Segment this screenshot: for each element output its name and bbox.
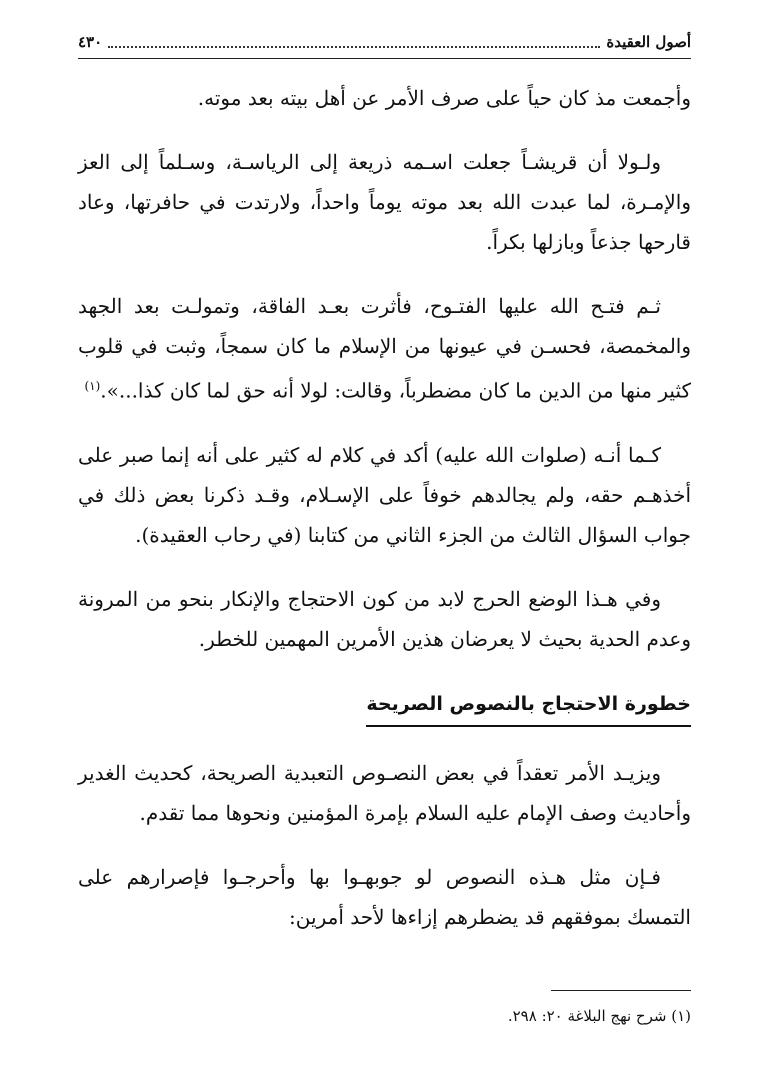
running-header	[78, 30, 691, 59]
paragraph-5: وفي هـذا الوضع الحرج لابد من كون الاحتجاج والإنكار بنحو من المرونة وعدم الحدية بحيث لا يعرضان هذين الأمرين المهمين للخطر.	[78, 586, 691, 651]
section-heading: خطورة الاحتجاج بالنصوص الصريحة	[366, 689, 691, 727]
footnote: (١) شرح نهج البلاغة ٢٠: ٢٩٨.	[507, 1007, 691, 1025]
paragraph-3-text: ثـم فتـح الله عليها الفتـوح، فأثرت بعـد الفاقة، وتمولـت بعد الجهد والمخمصة، فحسـن في عيونها من الإسلام ما كان سمجاً، وثبت في قلوب كثير منها من الدين ما كان مضطرباً، وقالت: لولا أنه حق لما كان كذا...».	[78, 294, 691, 403]
footnote-ref[interactable]: (١)	[84, 379, 101, 393]
header-title: أصول العقيدة	[606, 33, 691, 51]
section-paragraph-2: فـإن مثل هـذه النصوص لو جوبهـوا بها وأحرجـوا فإصرارهم على التمسك بموفقهم قد يضطرهم إزاءها لأحد أمرين:	[78, 864, 691, 929]
paragraph-2: ولـولا أن قريشـاً جعلت اسـمه ذريعة إلى الرياسـة، وسـلماً إلى العز والإمـرة، لما عبدت الله بعد موته يوماً واحداً، ولارتدت في حافرتها، وعاد قارحها جذعاً وبازلها بكراً.	[78, 150, 691, 254]
section-heading-wrap	[78, 683, 691, 753]
page-number: ٤٣٠	[78, 33, 103, 51]
paragraph-4: كـما أنـه (صلوات الله عليه) أكد في كلام له كثير على أنه إنما صبر على أخذهـم حقه، ولم يجالدهم خوفاً على الإسـلام، وقـد ذكرنا بعض ذلك في جواب السؤال الثالث من الجزء الثاني من كتابنا (في رحاب العقيدة).	[78, 442, 692, 547]
paragraph-1: وأجمعت مذ كان حياً على صرف الأمر عن أهل بيته بعد موته.	[197, 86, 691, 110]
body-text	[78, 78, 691, 961]
footnote-divider	[551, 990, 691, 991]
section-paragraph-1: ويزيـد الأمر تعقداً في بعض النصـوص التعبدية الصريحة، كحديث الغدير وأحاديث وصف الإمام عليه السلام بإمرة المؤمنين ونحوها مما تقدم.	[78, 760, 691, 825]
header-dot-leader	[108, 36, 600, 48]
paragraph-3	[78, 286, 691, 411]
